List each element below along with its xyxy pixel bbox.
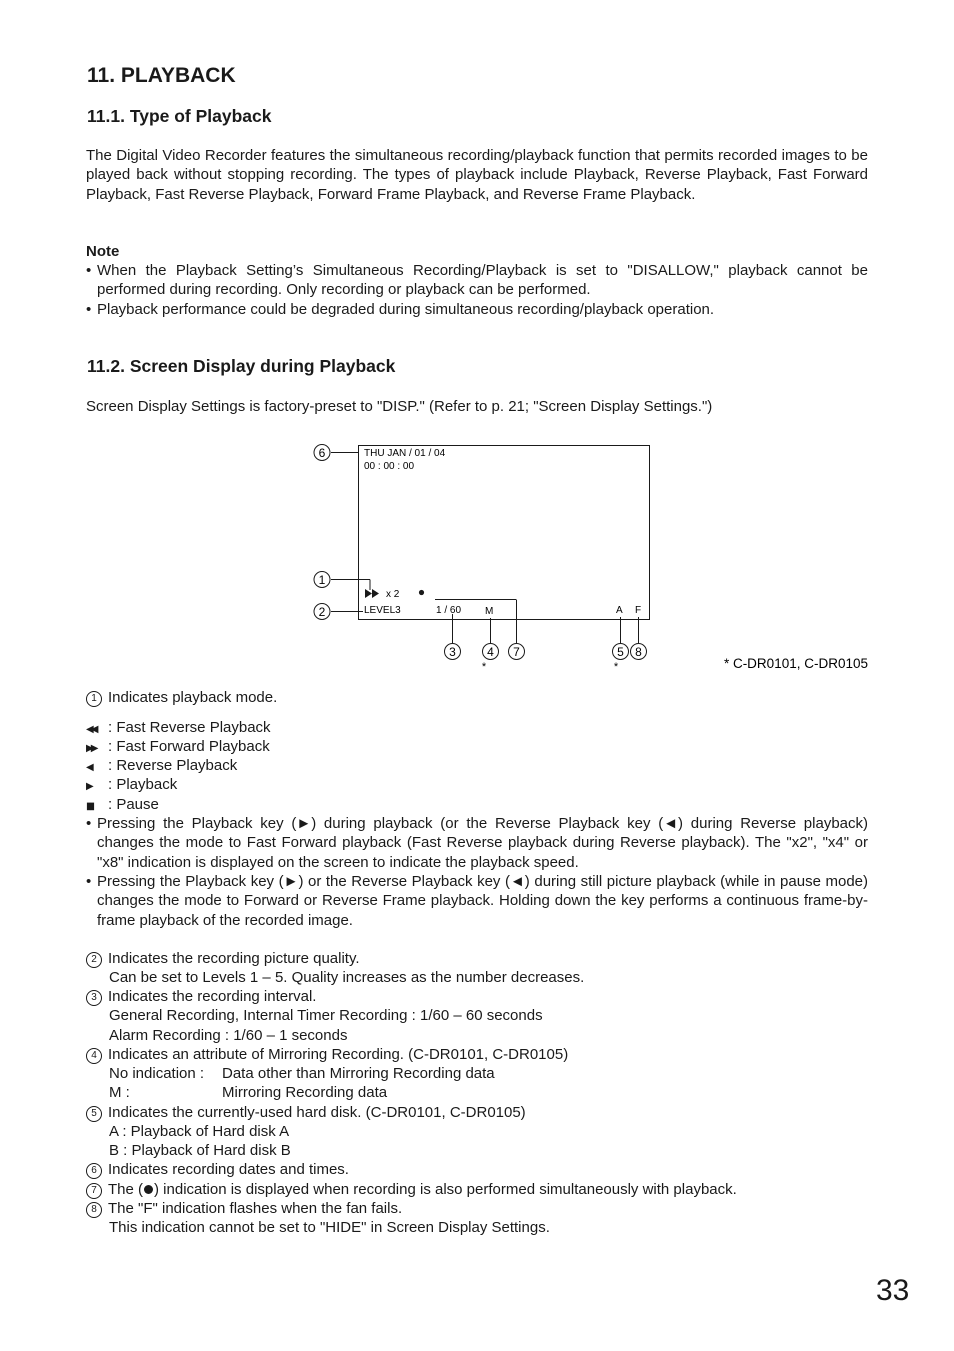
item-5-detail-1: A : Playback of Hard disk A: [109, 1123, 290, 1140]
callout-7: [509, 644, 525, 660]
item-number-2: 2: [86, 952, 102, 968]
page-heading: 11. PLAYBACK: [87, 64, 236, 87]
svg-text:2: 2: [318, 605, 326, 619]
mode-label: : Fast Reverse Playback: [108, 719, 271, 736]
svg-text:1: 1: [318, 573, 326, 587]
bullet-text: Pressing the Playback key (►) during playback (or the Reverse Playback key (◄) during Reverse playback) changes the mode to Fast Forward playback (Fast Reverse playback during Reverse playback). The "x2", "x4" or "x8" indication is displayed on the screen to indicate the playback speed.: [97, 815, 868, 871]
level-text: LEVEL3: [364, 605, 401, 616]
item-1: [86, 688, 277, 707]
playback-bullet-2: [86, 872, 868, 930]
recording-dot-icon: [419, 590, 424, 595]
svg-text:3: 3: [449, 645, 456, 659]
callout-3: [445, 644, 461, 660]
note-text: When the Playback Setting’s Simultaneous Recording/Playback is set to "DISALLOW," playback cannot be performed during recording. Only recording or playback can be performed.: [97, 262, 868, 299]
note-title: Note: [86, 243, 120, 260]
speed-text: x 2: [386, 589, 400, 600]
mode-label: : Reverse Playback: [108, 757, 238, 774]
item-number-1: 1: [86, 691, 102, 707]
footnote-models: * C-DR0101, C-DR0105: [723, 656, 868, 671]
fan-text: F: [635, 605, 642, 616]
svg-text:8: 8: [635, 645, 642, 659]
item-8-detail: This indication cannot be set to "HIDE" in Screen Display Settings.: [109, 1219, 550, 1236]
callout-6: [314, 445, 330, 461]
recording-dot-icon: [144, 1185, 153, 1194]
item-number-6: 6: [86, 1163, 102, 1179]
fast-reverse-icon: ◀◀: [86, 724, 96, 735]
section-title-screen-display: 11.2. Screen Display during Playback: [87, 356, 396, 376]
item-number-5: 5: [86, 1106, 102, 1122]
item-number-8: 8: [86, 1202, 102, 1218]
asterisk-mark-4: *: [481, 661, 487, 673]
playback-bullet-1: [86, 814, 868, 872]
mode-label: : Pause: [108, 796, 159, 813]
page-number: 33: [876, 1274, 910, 1307]
item-8: 8 The "F" indication flashes when the fan fails.: [86, 1199, 402, 1218]
item-number-3: 3: [86, 990, 102, 1006]
bullet-dot: •: [86, 262, 92, 279]
item-4: 4 Indicates an attribute of Mirroring Recording. (C-DR0101, C-DR0105): [86, 1045, 568, 1064]
callout-4: [483, 644, 499, 660]
item-5: 5 Indicates the currently-used hard disk. (C-DR0101, C-DR0105): [86, 1103, 526, 1122]
item-3-detail-2: Alarm Recording : 1/60 – 1 seconds: [109, 1027, 348, 1044]
time-text: 00 : 00 : 00: [364, 461, 415, 472]
svg-text:6: 6: [318, 446, 326, 460]
bullet-dot: •: [86, 873, 92, 890]
item-2-detail: Can be set to Levels 1 – 5. Quality increases as the number decreases.: [109, 969, 585, 986]
mirror-text: M: [485, 606, 494, 617]
asterisk-mark-5: *: [613, 661, 619, 673]
fast-forward-icon: ▶▶: [86, 743, 96, 754]
bullet-text: Pressing the Playback key (►) or the Reverse Playback key (◄) during still picture playback (while in pause mode) changes the mode to Forward or Reverse Frame playback. Holding down the key performs a continuous frame-by-frame playback of the recorded image.: [97, 873, 868, 929]
item-7: 7 The ( ) indication is displayed when recording is also performed simultaneously with playback.: [86, 1180, 737, 1199]
bullet-dot: •: [86, 815, 92, 832]
mode-label: : Playback: [108, 776, 178, 793]
fast-forward-icon-2: [372, 589, 379, 598]
item-3-detail-1: General Recording, Internal Timer Recording : 1/60 – 60 seconds: [109, 1007, 543, 1024]
callout-5: [613, 644, 629, 660]
callout-2: [314, 604, 330, 620]
svg-text:5: 5: [617, 645, 624, 659]
callout-1: [314, 572, 330, 588]
fast-forward-icon: [365, 589, 372, 598]
section-title-type-of-playback: 11.1. Type of Playback: [87, 106, 272, 126]
svg-text:7: 7: [513, 645, 520, 659]
item-text: Indicates playback mode.: [108, 689, 278, 706]
item-5-detail-2: B : Playback of Hard disk B: [109, 1142, 291, 1159]
bullet-dot: •: [86, 301, 92, 318]
item-4-detail-1: No indication : Data other than Mirroring Recording data: [109, 1065, 495, 1082]
item-4-detail-2: M : Mirroring Recording data: [109, 1084, 388, 1101]
reverse-icon: ◀: [86, 762, 94, 773]
mode-label: : Fast Forward Playback: [108, 738, 270, 755]
item-number-7: 7: [86, 1183, 102, 1199]
svg-text:4: 4: [487, 645, 494, 659]
section1-intro: The Digital Video Recorder features the simultaneous recording/playback function that permits recorded images to be played back without stopping recording. The types of playback include Playback, Reverse Playback, Fast Forward Playback, Fast Reverse Playback, Forward Frame Playback, and Reverse Frame Playback.: [86, 147, 868, 203]
disk-text: A: [616, 605, 623, 616]
item-number-4: 4: [86, 1048, 102, 1064]
pause-icon: ▮▮: [86, 801, 94, 812]
date-text: THU JAN / 01 / 04: [364, 448, 446, 459]
interval-text: 1 / 60: [436, 605, 462, 616]
mode-playback: [86, 775, 177, 796]
item-3: 3 Indicates the recording interval.: [86, 987, 316, 1006]
section2-intro: Screen Display Settings is factory-preset to "DISP." (Refer to p. 21; "Screen Display Settings."): [86, 398, 713, 415]
item-6: 6 Indicates recording dates and times.: [86, 1160, 349, 1179]
play-icon: ▶: [86, 781, 94, 792]
item-2: 2 Indicates the recording picture quality.: [86, 949, 360, 968]
note-text: Playback performance could be degraded during simultaneous recording/playback operation.: [97, 301, 715, 318]
callout-8: [631, 644, 647, 660]
